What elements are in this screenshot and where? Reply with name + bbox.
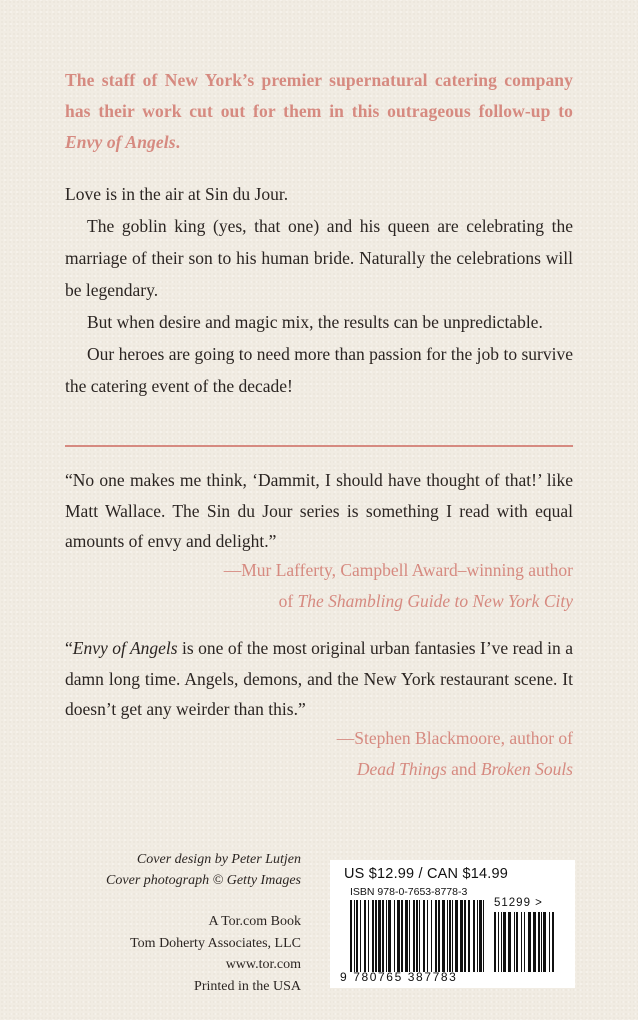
- barcode-bar: [401, 900, 403, 972]
- description-paragraph: But when desire and magic mix, the results can be unpredictable.: [87, 312, 543, 332]
- barcode-bar: [431, 900, 432, 972]
- barcode-addon-icon: [494, 912, 554, 972]
- barcode-bar: [473, 900, 475, 972]
- barcode-bar: [460, 900, 463, 972]
- printed-in: Printed in the USA: [194, 978, 301, 994]
- barcode-bar: [435, 900, 437, 972]
- barcode-bar: [416, 900, 418, 972]
- barcode-main-icon: [350, 900, 485, 972]
- barcode-bar: [543, 912, 546, 972]
- tagline-book-title: Envy of Angels: [65, 132, 176, 152]
- barcode-addon-code: 51299 >: [494, 897, 543, 909]
- barcode-bar: [468, 900, 470, 972]
- attribution-name: —Stephen Blackmoore, author of: [336, 728, 573, 748]
- barcode-bar: [442, 900, 445, 972]
- tagline-text: The staff of New York’s premier supernatural catering company has their work cut out for them in this outrageous follow-up to: [65, 70, 573, 121]
- cover-photo-credit: Cover photograph © Getty Images: [106, 873, 301, 888]
- blurb-quote-2: [65, 633, 573, 725]
- barcode-bar: [360, 900, 361, 972]
- barcode-bar: [524, 912, 525, 972]
- barcode-bar: [386, 900, 387, 972]
- barcode-bar: [388, 900, 391, 972]
- book-description: [65, 178, 573, 402]
- divider-rule: [65, 445, 573, 447]
- attribution-book-title: Dead Things: [356, 758, 447, 779]
- barcode-bar: [449, 900, 451, 972]
- barcode-bar: [452, 900, 453, 972]
- barcode-bar: [350, 900, 352, 972]
- barcode-bar: [438, 900, 440, 972]
- attribution-name: —Mur Lafferty, Campbell Award–winning author: [223, 560, 573, 580]
- barcode-bar: [528, 912, 531, 972]
- attribution-book-line: [65, 586, 573, 617]
- barcode-bar: [372, 900, 374, 972]
- publisher-website: www.tor.com: [225, 957, 301, 972]
- description-paragraph: The goblin king (yes, that one) and his queen are celebrating the marriage of their son to his human bride. Naturally the celebrations will be legendary.: [65, 216, 573, 300]
- quote-book-title: Envy of Angels: [72, 638, 178, 658]
- barcode-bar: [503, 912, 506, 972]
- barcode-bar: [479, 900, 482, 972]
- barcode-bar: [538, 912, 540, 972]
- barcode-bar: [378, 900, 381, 972]
- barcode-bar: [427, 900, 428, 972]
- barcode-bar: [394, 900, 395, 972]
- barcode-bar: [413, 900, 415, 972]
- barcode-bar: [501, 912, 502, 972]
- attribution-book-title: The Shambling Guide to New York City: [297, 590, 573, 611]
- barcode-bar: [549, 912, 550, 972]
- barcode-bar: [409, 900, 410, 972]
- ean-digits: 9 780765 387783: [340, 970, 458, 984]
- barcode-bar: [356, 900, 358, 972]
- barcode-bar: [464, 900, 466, 972]
- tagline: [65, 65, 573, 158]
- barcode-bar: [541, 912, 542, 972]
- description-paragraph: Love is in the air at Sin du Jour.: [65, 184, 289, 204]
- attribution-book-title: Broken Souls: [480, 758, 573, 779]
- barcode-bar: [405, 900, 408, 972]
- barcode-bar: [552, 912, 554, 972]
- price-label: US $12.99 / CAN $14.99: [344, 866, 508, 882]
- blurb-attribution-2: [65, 723, 573, 784]
- barcode-bar: [521, 912, 522, 972]
- blurb-quote-1: “No one makes me think, ‘Dammit, I should have thought of that!’ like Matt Wallace. The Sin du Jour series is something I read with equal amounts of envy and delight.”: [65, 470, 573, 551]
- barcode-bar: [477, 900, 478, 972]
- attribution-of: of: [278, 590, 298, 611]
- barcode-bar: [382, 900, 384, 972]
- barcode-bar: [516, 912, 518, 972]
- barcode-bar: [375, 900, 377, 972]
- barcode-box: [330, 860, 575, 988]
- quote-text: is one of the most original urban fantasies I’ve read in a damn long time. Angels, demons, and the New York restaurant scene. It doesn’t get any weirder than this.”: [65, 638, 573, 719]
- barcode-bar: [419, 900, 420, 972]
- cover-design-credit: Cover design by Peter Lutjen: [136, 852, 301, 867]
- publisher-name: Tom Doherty Associates, LLC: [130, 935, 301, 951]
- blurb-attribution-1: [65, 555, 573, 616]
- barcode-bar: [514, 912, 515, 972]
- imprint: A Tor.com Book: [208, 914, 301, 929]
- barcode-bar: [533, 912, 536, 972]
- barcode-bar: [364, 900, 366, 972]
- tagline-suffix: .: [175, 132, 181, 152]
- barcode-bar: [494, 912, 496, 972]
- barcode-bar: [447, 900, 448, 972]
- attribution-and: and: [446, 758, 481, 779]
- barcode-bar: [498, 912, 499, 972]
- description-paragraph: Our heroes are going to need more than passion for the job to survive the catering event of the decade!: [65, 344, 573, 396]
- isbn-label: ISBN 978-0-7653-8778-3: [350, 886, 468, 898]
- barcode-bar: [483, 900, 484, 972]
- quote-open-mark: “: [65, 638, 73, 658]
- publisher-info: [75, 911, 301, 997]
- barcode-bar: [354, 900, 355, 972]
- cover-credits: [75, 849, 301, 891]
- barcode-bar: [455, 900, 458, 972]
- barcode-bar: [423, 900, 425, 972]
- barcode-bar: [508, 912, 511, 972]
- barcode-bar: [397, 900, 400, 972]
- barcode-bar: [368, 900, 369, 972]
- attribution-books-line: [65, 754, 573, 785]
